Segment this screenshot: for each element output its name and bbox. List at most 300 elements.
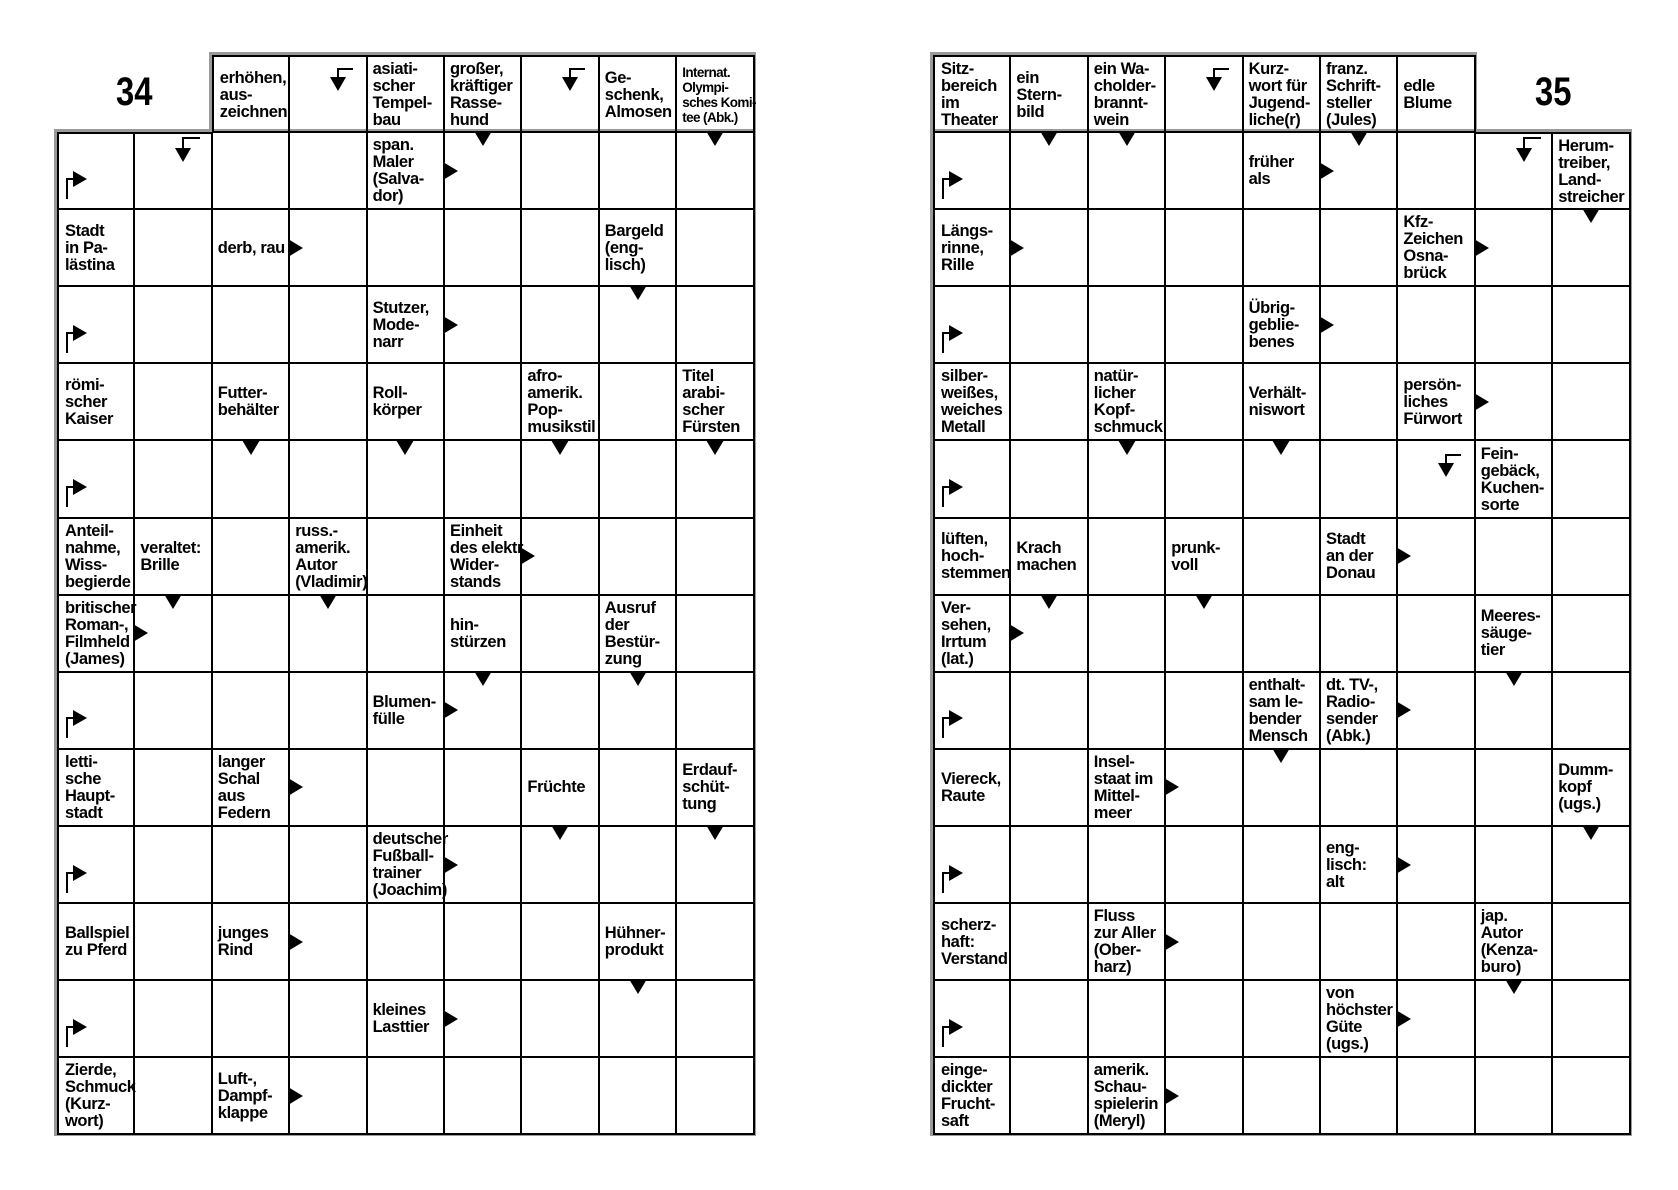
answer-cell[interactable]	[521, 132, 599, 210]
clue-cell	[289, 518, 367, 596]
answer-cell[interactable]	[1165, 363, 1243, 441]
answer-cell[interactable]	[1320, 595, 1398, 673]
right-arrow-icon	[443, 856, 458, 874]
answer-cell[interactable]	[1397, 749, 1475, 827]
clue-text: großer, kräftiger Rasse- hund	[450, 60, 513, 130]
clue-cell	[57, 1057, 135, 1135]
bent-right-arrow-icon	[939, 313, 973, 358]
right-arrow-icon	[1009, 624, 1024, 642]
clue-text: letti- sche Haupt- stadt	[65, 752, 115, 822]
clue-text: prunk- voll	[1171, 538, 1221, 574]
clue-cell	[367, 55, 445, 133]
answer-cell[interactable]	[1475, 286, 1553, 364]
clue-text: Einheit des elektr. Wider- stands	[450, 521, 527, 591]
down-arrow-icon	[1195, 594, 1213, 609]
answer-cell[interactable]	[134, 980, 212, 1058]
answer-cell[interactable]	[289, 441, 367, 519]
answer-cell[interactable]	[1320, 209, 1398, 287]
down-arrow-icon	[1272, 440, 1290, 455]
right-arrow-icon	[133, 624, 148, 642]
clue-cell	[521, 749, 599, 827]
answer-cell[interactable]	[521, 209, 599, 287]
clue-cell	[599, 55, 677, 133]
answer-cell[interactable]	[1320, 903, 1398, 981]
answer-cell[interactable]	[1088, 209, 1166, 287]
clue-text: kleines Lasttier	[372, 1001, 429, 1037]
clue-cell	[676, 749, 754, 827]
bent-right-arrow-icon	[63, 1007, 97, 1052]
clue-cell	[444, 595, 522, 673]
answer-cell[interactable]	[1165, 209, 1243, 287]
answer-cell[interactable]	[521, 286, 599, 364]
down-arrow-icon	[474, 131, 492, 146]
answer-cell[interactable]	[134, 672, 212, 750]
answer-cell[interactable]	[676, 980, 754, 1058]
clue-text: veraltet: Brille	[140, 538, 201, 574]
clue-text: Ver- sehen, Irrtum (lat.)	[941, 598, 991, 668]
answer-cell[interactable]	[444, 749, 522, 827]
clue-cell	[676, 55, 754, 133]
answer-cell[interactable]	[134, 1057, 212, 1135]
clue-text: Fein- gebäck, Kuchen- sorte	[1480, 444, 1544, 514]
clue-text: Roll- körper	[372, 384, 422, 420]
clue-text: franz. Schrift- steller (Jules)	[1326, 60, 1381, 130]
clue-cell	[212, 55, 290, 133]
right-arrow-icon	[1474, 393, 1489, 411]
answer-cell[interactable]	[1552, 441, 1630, 519]
clue-text: enthalt- sam le- bender Mensch	[1248, 675, 1308, 745]
answer-cell[interactable]	[1088, 518, 1166, 596]
answer-cell[interactable]	[1397, 1057, 1475, 1135]
clue-cell	[212, 749, 290, 827]
answer-cell[interactable]	[367, 518, 445, 596]
answer-cell[interactable]	[676, 672, 754, 750]
right-arrow-icon	[288, 933, 303, 951]
clue-cell	[57, 518, 135, 596]
answer-cell[interactable]	[1010, 826, 1088, 904]
clue-cell	[1088, 903, 1166, 981]
clue-cell	[1320, 980, 1398, 1058]
right-arrow-icon	[288, 239, 303, 257]
answer-cell[interactable]	[1165, 286, 1243, 364]
answer-cell[interactable]	[367, 903, 445, 981]
answer-cell[interactable]	[1320, 441, 1398, 519]
clue-text: erhöhen, aus- zeichnen	[219, 68, 288, 121]
right-arrow-icon	[1164, 778, 1179, 796]
clue-cell	[933, 518, 1011, 596]
down-arrow-icon	[1040, 594, 1058, 609]
bent-right-arrow-icon	[939, 467, 973, 512]
bent-down-arrow-icon	[166, 136, 200, 181]
clue-text: Erdauf- schüt- tung	[682, 761, 738, 814]
clue-text: deutscher Fußball- trainer (Joachim)	[372, 830, 448, 900]
clue-text: Ausruf der Bestür- zung	[604, 598, 660, 668]
down-arrow-icon	[1505, 979, 1523, 994]
clue-text: span. Maler (Salva- dor)	[372, 136, 424, 206]
down-arrow-icon	[1040, 131, 1058, 146]
right-arrow-icon	[1319, 162, 1334, 180]
down-arrow-icon	[1582, 208, 1600, 223]
down-arrow-icon	[164, 594, 182, 609]
clue-cell	[1010, 518, 1088, 596]
clue-cell	[599, 595, 677, 673]
right-arrow-icon	[443, 1010, 458, 1028]
answer-cell[interactable]	[1010, 441, 1088, 519]
clue-cell	[1165, 518, 1243, 596]
answer-cell[interactable]	[1552, 672, 1630, 750]
down-arrow-icon	[629, 285, 647, 300]
clue-cell	[933, 595, 1011, 673]
answer-cell[interactable]	[212, 132, 290, 210]
answer-cell[interactable]	[367, 595, 445, 673]
clue-text: dt. TV-, Radio- sender (Abk.)	[1326, 675, 1378, 745]
clue-cell	[212, 1057, 290, 1135]
clue-text: von höchster Güte (ugs.)	[1326, 984, 1393, 1054]
answer-cell[interactable]	[1397, 132, 1475, 210]
clue-cell	[57, 903, 135, 981]
clue-text: Stutzer, Mode- narr	[372, 298, 429, 351]
clue-text: afro- amerik. Pop- musikstil	[527, 367, 596, 437]
answer-cell[interactable]	[1475, 826, 1553, 904]
bent-right-arrow-icon	[63, 853, 97, 898]
right-arrow-icon	[288, 1087, 303, 1105]
answer-cell[interactable]	[1243, 518, 1321, 596]
clue-cell	[1243, 55, 1321, 133]
answer-cell[interactable]	[134, 749, 212, 827]
answer-cell[interactable]	[1010, 363, 1088, 441]
answer-cell[interactable]	[599, 749, 677, 827]
right-arrow-icon	[443, 316, 458, 334]
clue-cell	[444, 518, 527, 596]
answer-cell[interactable]	[1165, 672, 1243, 750]
answer-cell[interactable]	[599, 132, 677, 210]
clue-text: Früchte	[527, 778, 586, 797]
answer-cell[interactable]	[521, 595, 599, 673]
answer-cell[interactable]	[367, 749, 445, 827]
answer-cell[interactable]	[367, 209, 445, 287]
clue-text: junges Rind	[217, 924, 269, 960]
clue-cell	[1552, 132, 1630, 210]
clue-text: Bargeld (eng- lisch)	[604, 221, 664, 274]
clue-text: Stadt an der Donau	[1326, 530, 1376, 583]
clue-text: Kfz- Zeichen Osna- brück	[1403, 213, 1463, 283]
clue-text: Insel- staat im Mittel- meer	[1093, 752, 1153, 822]
clue-cell	[57, 595, 135, 673]
answer-cell[interactable]	[521, 672, 599, 750]
clue-text: edle Blume	[1403, 77, 1452, 113]
answer-cell[interactable]	[289, 980, 367, 1058]
clue-cell	[933, 1057, 1011, 1135]
right-arrow-icon	[520, 547, 535, 565]
answer-cell[interactable]	[676, 1057, 754, 1135]
answer-cell[interactable]	[212, 826, 290, 904]
clue-text: Ballspiel zu Pferd	[65, 924, 130, 960]
clue-cell	[367, 826, 448, 904]
answer-cell[interactable]	[1088, 595, 1166, 673]
clue-text: Ge- schenk, Almosen	[604, 68, 672, 121]
bent-down-arrow-icon	[321, 63, 355, 108]
answer-cell[interactable]	[1552, 518, 1630, 596]
answer-cell[interactable]	[1397, 286, 1475, 364]
clue-text: Viereck, Raute	[941, 769, 1001, 805]
answer-cell[interactable]	[212, 518, 290, 596]
answer-cell[interactable]	[1552, 363, 1630, 441]
page-number-34: 34	[116, 70, 153, 114]
clue-text: langer Schal aus Federn	[217, 752, 271, 822]
answer-cell[interactable]	[289, 826, 367, 904]
answer-cell[interactable]	[1243, 903, 1321, 981]
bent-down-arrow-icon	[1429, 449, 1463, 494]
clue-text: einge- dickter Frucht- saft	[941, 1061, 996, 1131]
answer-cell[interactable]	[1320, 363, 1398, 441]
answer-cell[interactable]	[444, 1057, 522, 1135]
clue-text: Anteil- nahme, Wiss- begierde	[65, 521, 131, 591]
answer-cell[interactable]	[1010, 980, 1088, 1058]
answer-cell[interactable]	[1010, 749, 1088, 827]
answer-cell[interactable]	[1088, 826, 1166, 904]
clue-cell	[1320, 672, 1398, 750]
answer-cell[interactable]	[599, 518, 677, 596]
clue-cell	[1010, 55, 1088, 133]
clue-cell	[367, 980, 445, 1058]
answer-cell[interactable]	[1165, 980, 1243, 1058]
right-arrow-icon	[288, 778, 303, 796]
clue-cell	[367, 672, 445, 750]
clue-text: Verhält- niswort	[1248, 384, 1306, 420]
clue-cell	[933, 209, 1011, 287]
clue-cell	[57, 749, 135, 827]
clue-text: Übrig- geblie- benes	[1248, 298, 1299, 351]
clue-text: ein Stern- bild	[1016, 68, 1062, 121]
clue-cell	[933, 903, 1011, 981]
down-arrow-icon	[396, 440, 414, 455]
clue-cell	[599, 903, 677, 981]
right-arrow-icon	[1396, 856, 1411, 874]
down-arrow-icon	[706, 825, 724, 840]
answer-cell[interactable]	[1552, 980, 1630, 1058]
clue-cell	[933, 363, 1011, 441]
answer-cell[interactable]	[1165, 826, 1243, 904]
answer-cell[interactable]	[1010, 672, 1088, 750]
bent-right-arrow-icon	[63, 313, 97, 358]
answer-cell[interactable]	[444, 363, 522, 441]
down-arrow-icon	[629, 979, 647, 994]
clue-cell	[57, 209, 135, 287]
clue-cell	[1397, 363, 1475, 441]
answer-cell[interactable]	[1165, 132, 1243, 210]
clue-cell	[212, 209, 290, 287]
clue-cell	[1088, 363, 1166, 441]
answer-cell[interactable]	[521, 980, 599, 1058]
right-arrow-icon	[1164, 1087, 1179, 1105]
answer-cell[interactable]	[134, 363, 212, 441]
clue-text: asiati- scher Tempel- bau	[372, 60, 432, 130]
clue-text: scherz- haft: Verstand	[941, 915, 1008, 968]
clue-text: Futter- behälter	[217, 384, 279, 420]
answer-cell[interactable]	[1088, 672, 1166, 750]
answer-cell[interactable]	[134, 286, 212, 364]
answer-cell[interactable]	[289, 672, 367, 750]
answer-cell[interactable]	[444, 441, 522, 519]
answer-cell[interactable]	[444, 209, 522, 287]
answer-cell[interactable]	[289, 132, 367, 210]
clue-text: Meeres- säuge- tier	[1480, 607, 1541, 660]
right-arrow-icon	[443, 701, 458, 719]
answer-cell[interactable]	[599, 363, 677, 441]
clue-cell	[444, 55, 522, 133]
right-arrow-icon	[1009, 239, 1024, 257]
answer-cell[interactable]	[134, 826, 212, 904]
clue-text: Sitz- bereich im Theater	[941, 60, 998, 130]
answer-cell[interactable]	[212, 672, 290, 750]
clue-text: eng- lisch: alt	[1326, 838, 1367, 891]
answer-cell[interactable]	[1475, 518, 1553, 596]
clue-text: Internat. Olympi- sches Komi- tee (Abk.)	[682, 65, 756, 126]
clue-text: persön- liches Fürwort	[1403, 375, 1462, 428]
right-arrow-icon	[1396, 547, 1411, 565]
answer-cell[interactable]	[212, 595, 290, 673]
clue-text: römi- scher Kaiser	[65, 375, 114, 428]
answer-cell[interactable]	[676, 595, 754, 673]
down-arrow-icon	[629, 671, 647, 686]
clue-cell	[1243, 286, 1321, 364]
answer-cell[interactable]	[599, 826, 677, 904]
clue-text: Herum- treiber, Land- streicher	[1558, 137, 1625, 207]
right-arrow-icon	[1164, 933, 1179, 951]
bent-right-arrow-icon	[63, 698, 97, 743]
bent-down-arrow-icon	[553, 63, 587, 108]
answer-cell[interactable]	[1397, 595, 1475, 673]
clue-cell	[676, 363, 754, 441]
clue-text: lüften, hoch- stemmen	[941, 530, 1011, 583]
answer-cell[interactable]	[676, 286, 754, 364]
bent-right-arrow-icon	[939, 853, 973, 898]
clue-cell	[134, 518, 212, 596]
answer-cell[interactable]	[1397, 903, 1475, 981]
answer-cell[interactable]	[1243, 595, 1321, 673]
answer-cell[interactable]	[1320, 1057, 1398, 1135]
clue-cell	[367, 363, 445, 441]
clue-text: Kurz- wort für Jugend- liche(r)	[1248, 60, 1310, 130]
clue-cell	[1243, 363, 1321, 441]
answer-cell[interactable]	[599, 1057, 677, 1135]
clue-text: Titel arabi- scher Fürsten	[682, 367, 740, 437]
answer-cell[interactable]	[1088, 980, 1166, 1058]
answer-cell[interactable]	[212, 286, 290, 364]
clue-cell	[933, 55, 1011, 133]
right-arrow-icon	[1474, 239, 1489, 257]
answer-cell[interactable]	[134, 441, 212, 519]
clue-cell	[212, 363, 290, 441]
clue-text: Hühner- produkt	[604, 924, 666, 960]
clue-text: Längs- rinne, Rille	[941, 221, 993, 274]
answer-cell[interactable]	[521, 903, 599, 981]
answer-cell[interactable]	[676, 518, 754, 596]
clue-cell	[1243, 132, 1321, 210]
answer-cell[interactable]	[1552, 1057, 1630, 1135]
clue-cell	[1397, 209, 1475, 287]
down-arrow-icon	[319, 594, 337, 609]
answer-cell[interactable]	[1010, 1057, 1088, 1135]
clue-text: ein Wa- cholder- brannt- wein	[1093, 60, 1156, 130]
answer-cell[interactable]	[1475, 1057, 1553, 1135]
bent-right-arrow-icon	[63, 467, 97, 512]
right-arrow-icon	[1396, 1010, 1411, 1028]
down-arrow-icon	[474, 671, 492, 686]
clue-cell	[1243, 672, 1321, 750]
answer-cell[interactable]	[1165, 441, 1243, 519]
answer-cell[interactable]	[1475, 749, 1553, 827]
answer-cell[interactable]	[212, 980, 290, 1058]
clue-text: Zierde, Schmuck (Kurz- wort)	[65, 1061, 136, 1131]
answer-cell[interactable]	[1552, 595, 1630, 673]
clue-cell	[1475, 441, 1553, 519]
answer-cell[interactable]	[367, 1057, 445, 1135]
answer-cell[interactable]	[1010, 903, 1088, 981]
clue-cell	[1088, 55, 1166, 133]
clue-text: Stadt in Pa- lästina	[65, 221, 115, 274]
clue-cell	[1397, 55, 1475, 133]
answer-cell[interactable]	[676, 903, 754, 981]
clue-cell	[1475, 903, 1553, 981]
answer-cell[interactable]	[134, 209, 212, 287]
clue-text: jap. Autor (Kenza- buro)	[1480, 907, 1538, 977]
clue-text: Dumm- kopf (ugs.)	[1558, 761, 1614, 814]
clue-cell	[212, 903, 290, 981]
clue-cell	[933, 749, 1011, 827]
bent-right-arrow-icon	[939, 1007, 973, 1052]
bent-right-arrow-icon	[939, 159, 973, 204]
answer-cell[interactable]	[1320, 749, 1398, 827]
down-arrow-icon	[1118, 131, 1136, 146]
clue-text: silber- weißes, weiches Metall	[941, 367, 1003, 437]
clue-cell	[367, 286, 445, 364]
answer-cell[interactable]	[1088, 286, 1166, 364]
clue-text: amerik. Schau- spielerin (Meryl)	[1093, 1061, 1159, 1131]
answer-cell[interactable]	[1552, 903, 1630, 981]
clue-text: britischer Roman-, Filmheld (James)	[65, 598, 137, 668]
answer-cell[interactable]	[599, 441, 677, 519]
clue-cell	[1320, 55, 1398, 133]
clue-cell	[1320, 826, 1398, 904]
right-arrow-icon	[443, 162, 458, 180]
down-arrow-icon	[551, 825, 569, 840]
page-number-35: 35	[1535, 70, 1572, 114]
answer-cell[interactable]	[1243, 209, 1321, 287]
down-arrow-icon	[242, 440, 260, 455]
clue-cell	[367, 132, 445, 210]
clue-cell	[1552, 749, 1630, 827]
answer-cell[interactable]	[134, 903, 212, 981]
answer-cell[interactable]	[1243, 826, 1321, 904]
answer-cell[interactable]	[1010, 286, 1088, 364]
answer-cell[interactable]	[521, 1057, 599, 1135]
down-arrow-icon	[706, 131, 724, 146]
clue-text: derb, rau	[217, 238, 285, 257]
answer-cell[interactable]	[676, 209, 754, 287]
clue-cell	[57, 363, 135, 441]
clue-text: früher als	[1248, 153, 1294, 189]
answer-cell[interactable]	[1243, 1057, 1321, 1135]
answer-cell[interactable]	[289, 363, 367, 441]
answer-cell[interactable]	[1552, 286, 1630, 364]
bent-down-arrow-icon	[1197, 63, 1231, 108]
answer-cell[interactable]	[1243, 980, 1321, 1058]
clue-cell	[1320, 518, 1398, 596]
answer-cell[interactable]	[444, 903, 522, 981]
clue-text: Krach machen	[1016, 538, 1077, 574]
answer-cell[interactable]	[289, 286, 367, 364]
